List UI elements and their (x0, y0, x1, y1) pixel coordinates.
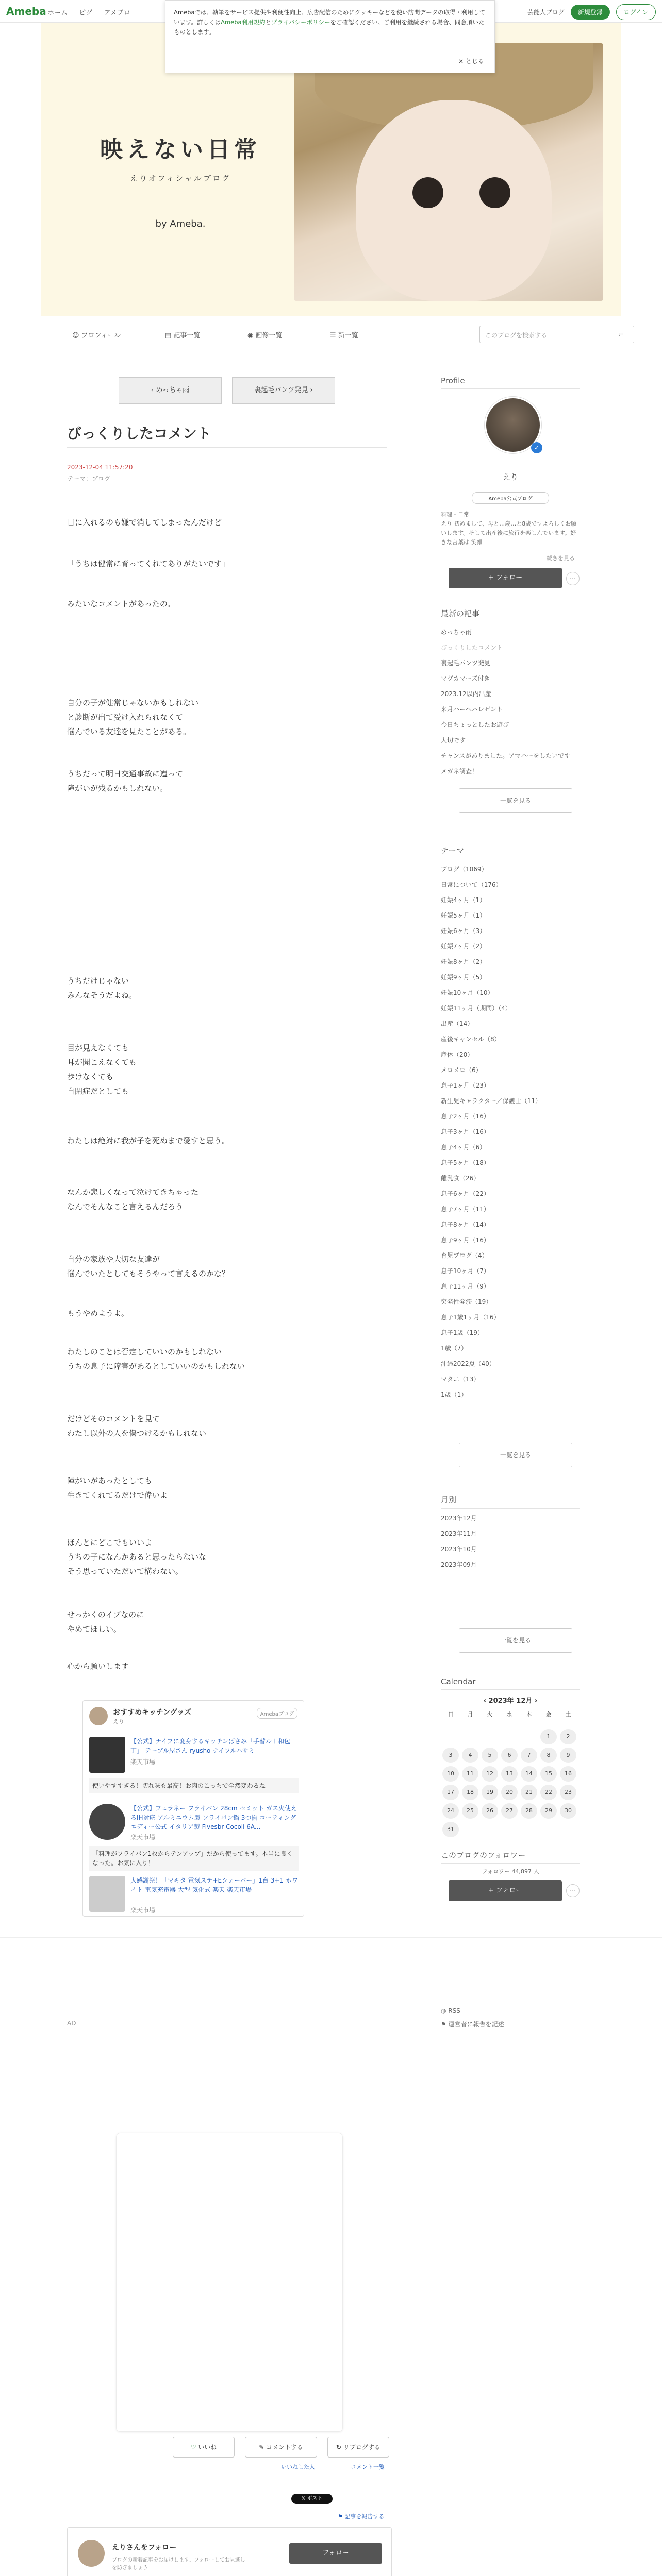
avatar[interactable] (78, 2540, 105, 2567)
recent-list-button[interactable]: 一覧を見る (459, 788, 572, 813)
calendar-day (482, 1721, 498, 1737)
product-image (89, 1804, 125, 1840)
avatar (89, 1707, 108, 1725)
person-icon: ☺ (72, 332, 81, 340)
calendar-day[interactable]: 12 (482, 1766, 498, 1782)
global-nav (47, 7, 140, 17)
auth-area (527, 4, 656, 20)
theme-item[interactable]: 1歳（1） (441, 1391, 468, 1398)
profile-name[interactable]: えり (502, 472, 518, 482)
follower-heading: このブログのフォロワー (441, 1850, 580, 1864)
subnav-profile-label: プロフィール (81, 332, 121, 340)
embed-user: えり (113, 1718, 124, 1725)
follow-card-button[interactable]: フォロー (289, 2543, 382, 2564)
theme-item[interactable]: 突発性発疹（19） (441, 1298, 492, 1306)
subnav-images-label: 画像一覧 (255, 332, 283, 340)
reblog-button[interactable] (327, 2437, 389, 2458)
x-post-button[interactable] (291, 2494, 333, 2504)
terms-link[interactable]: Ameba利用規約 (221, 19, 266, 26)
recent-item[interactable]: 来月ハーヘパレゼント (441, 706, 503, 713)
prev-article-button[interactable] (119, 377, 222, 404)
subnav-articles-label: 記事一覧 (173, 332, 201, 340)
month-item[interactable]: 2023年09月 (441, 1561, 477, 1568)
follow-button-bottom[interactable]: + フォロー (449, 1880, 562, 1901)
official-badge: Ameba公式ブログ (472, 492, 549, 504)
calendar-day[interactable]: 4 (462, 1748, 478, 1763)
article-paragraph: 心から願いします (67, 1662, 129, 1671)
article-paragraph: なんか悲しくなって泣けてきちゃった なんでそんなこと言えるんだろう (67, 1188, 199, 1211)
product-comment: 「料理がフライパン1枚からテンアップ」だから使ってます。本当に良くなった。お気に入り！ (89, 1846, 299, 1871)
theme-item[interactable]: 息子8ヶ月（14） (441, 1221, 490, 1228)
calendar-day[interactable]: 27 (501, 1803, 518, 1819)
report-article-label: 記事を報告する (344, 2513, 385, 2520)
register-button[interactable]: 新規登録 (571, 5, 610, 20)
product-comment: 使いやすすぎる！切れ味も最高！お肉のこっちで全然変わるね (89, 1778, 299, 1793)
theme-item[interactable]: 出産（14） (441, 1020, 474, 1027)
speech-bubble-icon: ✎ (259, 2444, 267, 2451)
reblog-icon: ↻ (336, 2444, 343, 2451)
login-button[interactable]: ログイン (616, 4, 656, 20)
theme-item[interactable]: 息子5ヶ月（18） (441, 1159, 490, 1166)
chevron-right-icon: › (308, 386, 313, 394)
theme-item[interactable]: 離乳食（26） (441, 1175, 480, 1182)
celebrity-blog-link[interactable]: 芸能人ブログ (527, 9, 565, 16)
article-title[interactable]: びっくりしたコメント (67, 425, 212, 442)
x-post-label: ポスト (307, 2496, 323, 2501)
month-item[interactable]: 2023年12月 (441, 1515, 477, 1522)
comment-list-link[interactable]: コメント一覧 (351, 2464, 385, 2470)
cookie-consent-banner (165, 0, 495, 73)
next-article-label: 裏起毛パンツ発見 (254, 386, 308, 394)
calendar-weekday: 木 (526, 1711, 532, 1718)
calendar-day[interactable]: 28 (521, 1803, 537, 1819)
article-paragraph: うちだけじゃない みんなそうだよね。 (67, 976, 137, 1000)
calendar-day[interactable]: 21 (521, 1785, 537, 1800)
theme-item[interactable]: 育児ブログ（4） (441, 1252, 488, 1259)
report-label: 運営者に報告を記述 (448, 2021, 504, 2028)
prev-article-label: めっちゃ雨 (156, 386, 190, 394)
nav-pigg[interactable]: ピグ (79, 9, 93, 17)
calendar-day[interactable]: 26 (482, 1803, 498, 1819)
calendar-day[interactable]: 18 (462, 1785, 478, 1800)
subnav-profile[interactable] (72, 330, 121, 340)
theme-item[interactable]: 息子11ヶ月（9） (441, 1283, 490, 1290)
profile-more-link[interactable]: 続きを見る (547, 555, 575, 562)
follower-count: フォロワー 44,897 人 (482, 1868, 539, 1875)
recent-item[interactable]: 裏起毛パンツ発見 (441, 659, 491, 667)
calendar-day[interactable]: 31 (442, 1822, 459, 1837)
chevron-right-icon[interactable]: › (532, 1697, 538, 1705)
month-item[interactable]: 2023年10月 (441, 1546, 477, 1553)
list-icon: ☰ (330, 332, 338, 340)
month-heading: 月別 (441, 1494, 580, 1509)
subnav-news-label: 新一覧 (338, 332, 358, 340)
article-paragraph: みたいなコメントがあったの。 (67, 599, 175, 608)
calendar-day[interactable]: 16 (560, 1766, 576, 1782)
product-title[interactable]: 【公式】ナイフに変身するキッチンばさみ「手替ル＋和包丁」 テーブル屋さん ryusho ナイフルハサミ (130, 1738, 290, 1754)
theme-item[interactable]: メロメロ（6） (441, 1066, 482, 1074)
chevron-left-icon: ‹ (151, 386, 156, 394)
theme-item[interactable]: 妊娠6ヶ月（3） (441, 927, 486, 935)
calendar-grid (441, 1708, 580, 1839)
calendar-weekday: 火 (487, 1711, 493, 1718)
embedded-room-card[interactable] (82, 1700, 304, 1917)
calendar-heading: Calendar (441, 1677, 580, 1690)
calendar-day[interactable]: 30 (560, 1803, 576, 1819)
ameba-logo[interactable]: Ameba (6, 5, 46, 18)
product-shop: 楽天市場 (130, 1834, 156, 1841)
theme-item[interactable]: 産後キャンセル（8） (441, 1036, 501, 1043)
nav-home[interactable]: ホーム (47, 9, 68, 17)
consent-close-button[interactable] (458, 57, 484, 66)
article-paragraph: わたしは絶対に我が子を死ぬまで愛すと思う。 (67, 1136, 230, 1145)
calendar-day[interactable]: 25 (462, 1803, 478, 1819)
calendar-weekday: 水 (506, 1711, 512, 1718)
consent-close-label: とじる (465, 58, 484, 65)
recent-item[interactable]: びっくりしたコメント (441, 644, 503, 651)
calendar-month-label: 2023年 12月 (488, 1697, 533, 1705)
theme-item[interactable]: ブログ（1069） (441, 866, 488, 873)
theme-item[interactable]: 息子9ヶ月（16） (441, 1236, 490, 1244)
calendar-day[interactable]: 19 (482, 1785, 498, 1800)
close-icon: × (458, 58, 466, 65)
article-paragraph: 自分の家族や大切な友達が 悩んでいたとしてもそうやって言えるのかな？ (67, 1255, 230, 1278)
blog-title[interactable]: 映えない日常 (100, 137, 261, 163)
theme-item[interactable]: 妊娠8ヶ月（2） (441, 958, 486, 965)
article-paragraph: 目が見えなくても 耳が聞こえなくても 歩けなくても 自閉症だとしても (67, 1043, 137, 1096)
calendar-day[interactable]: 8 (540, 1748, 557, 1763)
blog-search-input[interactable]: このブログを検索する (479, 326, 634, 343)
follow-card (67, 2527, 392, 2576)
theme-item[interactable]: 息子10ヶ月（7） (441, 1267, 490, 1275)
privacy-link[interactable]: プライバシーポリシー (271, 19, 330, 26)
calendar-day[interactable]: 1 (540, 1729, 557, 1744)
product-title[interactable]: 【公式】フェラネー フライパン 28cm セミット ガス火使えるIH対応 アルミニウム製 フライパン鍋 3つ揃 コーティング エディー公式 イタリア製 Fivesbr Cocoli 6A... (130, 1805, 297, 1831)
calendar-day[interactable]: 22 (540, 1785, 557, 1800)
report-link[interactable] (441, 2020, 504, 2028)
chevron-left-icon[interactable]: ‹ (483, 1697, 489, 1705)
calendar-day (442, 1721, 459, 1737)
consent-text-2: をご確認ください。ご利用を継続される場合、同意頂いたものとします。 (174, 19, 485, 36)
flag-icon: ⚑ (441, 2021, 449, 2028)
calendar-day[interactable]: 11 (462, 1766, 478, 1782)
theme-item[interactable]: 息子2ヶ月（16） (441, 1113, 490, 1120)
profile-description: 料理・日常 えり 初めまして、母と…歳…と8歳ですよろしくお願いします。そして出産後に旅行を楽しんでいます。好きな言葉は 笑顔 (441, 511, 577, 546)
theme-item[interactable]: 妊娠11ヶ月（期間）（4） (441, 1005, 511, 1012)
subnav-images[interactable] (247, 330, 283, 340)
calendar-day[interactable]: 6 (501, 1748, 518, 1763)
month-list (441, 1511, 580, 1572)
theme-item[interactable]: 妊娠4ヶ月（1） (441, 896, 486, 904)
more-options-icon[interactable]: ⋯ (566, 572, 580, 585)
calendar-day[interactable]: 24 (442, 1803, 459, 1819)
face-shape (356, 100, 552, 301)
calendar-day[interactable]: 7 (521, 1748, 537, 1763)
header-photo (294, 43, 603, 301)
calendar-weekday: 金 (545, 1711, 552, 1718)
theme-item[interactable]: 沖縄2022夏（40） (441, 1360, 495, 1367)
subnav-articles[interactable] (165, 330, 200, 340)
follow-card-title: えりさんをフォロー (112, 2544, 177, 2552)
consent-text: Amebaでは、執筆をサービス提供や利便性向上、広告配信のためにクッキーなどを使い訪問データの取得・利用しています。詳しくは (174, 9, 485, 26)
subnav-news[interactable] (330, 330, 358, 340)
calendar-day[interactable]: 17 (442, 1785, 459, 1800)
like-button[interactable] (173, 2437, 235, 2458)
calendar-weekday: 土 (565, 1711, 571, 1718)
product-image (89, 1737, 125, 1773)
article-paragraph: わたしのことは否定していいのかもしれない うちの息子に障害があるとしていいのかもしれない (67, 1347, 245, 1371)
theme-item[interactable]: 妊娠10ヶ月（10） (441, 989, 494, 996)
profile-heading: Profile (441, 376, 580, 389)
by-ameba-label: by Ameba. (155, 218, 206, 229)
calendar-day[interactable]: 23 (560, 1785, 576, 1800)
theme-list-button[interactable]: 一覧を見る (459, 1443, 572, 1467)
theme-item[interactable]: 息子3ヶ月（16） (441, 1128, 490, 1136)
embed-title: おすすめキッチングッズ (113, 1708, 192, 1717)
recent-item[interactable]: 2023.12以内出産 (441, 690, 491, 698)
calendar-day (462, 1721, 478, 1737)
like-list-link[interactable]: いいねした人 (281, 2464, 315, 2470)
rss-link[interactable] (441, 2007, 460, 2014)
calendar-day[interactable]: 13 (501, 1766, 518, 1782)
calendar-day[interactable]: 5 (482, 1748, 498, 1763)
search-icon[interactable]: ⌕ (619, 329, 623, 338)
reblog-label: リブログする (343, 2444, 380, 2451)
ad-slot[interactable] (116, 2133, 343, 2432)
comment-button[interactable] (245, 2437, 317, 2458)
article-paragraph: 目に入れるのも嫌で消してしまったんだけど (67, 518, 222, 527)
x-icon: 𝕏 (301, 2496, 307, 2501)
month-list-button[interactable]: 一覧を見る (459, 1628, 572, 1653)
verified-icon: ✓ (531, 442, 542, 453)
calendar-day (521, 1721, 537, 1737)
calendar-day[interactable]: 2 (560, 1729, 576, 1744)
article-date: 2023-12-04 11:57:20 (67, 464, 133, 471)
article-paragraph: せっかくのイブなのに やめてほしい。 (67, 1610, 144, 1634)
more-options-icon[interactable]: ⋯ (566, 1884, 580, 1897)
theme-item[interactable]: マタニ（13） (441, 1376, 480, 1383)
product-shop: 楽天市場 (130, 1758, 156, 1766)
blog-subtitle: えりオフィシャルブログ (98, 166, 263, 183)
recent-list (441, 624, 580, 779)
theme-item[interactable]: 息子1歳1ヶ月（16） (441, 1314, 500, 1321)
blog-subnav (41, 316, 621, 352)
article-theme[interactable]: テーマ：ブログ (67, 475, 111, 482)
theme-item[interactable]: 息子1歳（19） (441, 1329, 484, 1336)
embed-badge: Amebaブログ (257, 1708, 297, 1719)
article-paragraph: 障がいがあったとしても 生きてくれてるだけで偉いよ (67, 1476, 168, 1500)
calendar-day[interactable]: 15 (540, 1766, 557, 1782)
theme-item[interactable]: 息子7ヶ月（11） (441, 1206, 490, 1213)
follow-button[interactable]: + フォロー (449, 568, 562, 588)
article-paragraph: ほんとにどこでもいいよ うちの子になんかあると思ったらないな そう思っていただいて構わない。 (67, 1538, 207, 1576)
ad-label: AD (67, 2020, 76, 2027)
theme-heading: テーマ (441, 845, 580, 859)
theme-item[interactable]: 妊娠9ヶ月（5） (441, 974, 486, 981)
calendar-day[interactable]: 9 (560, 1748, 576, 1763)
product-image (89, 1876, 125, 1912)
calendar-day[interactable]: 10 (442, 1766, 459, 1782)
recent-heading: 最新の記事 (441, 608, 580, 622)
rss-label: RSS (448, 2007, 460, 2014)
section-divider (0, 1937, 662, 1938)
article-paragraph: 「うちは健常に育ってくれてありがたいです」 (67, 559, 230, 568)
title-divider (67, 447, 387, 448)
calendar-day[interactable]: 20 (501, 1785, 518, 1800)
recent-item[interactable]: めっちゃ雨 (441, 629, 472, 636)
month-item[interactable]: 2023年11月 (441, 1530, 477, 1537)
product-shop: 楽天市場 (130, 1907, 156, 1914)
flag-icon: ⚑ (338, 2513, 345, 2520)
report-article-link[interactable] (338, 2512, 384, 2520)
calendar-weekday: 日 (448, 1711, 454, 1718)
recent-item[interactable]: マグカマーズ付き (441, 675, 490, 682)
product-title[interactable]: 大感謝祭！「マキタ 電気ステ+Eシェーバー」1台 3+1 ホワイト 電気充電器 大型 気化式 楽天 楽天市場 (130, 1877, 298, 1893)
article-paragraph: 自分の子が健常じゃないかもしれない と診断が出て受け入れられなくて 悩んでいる友達を見たことがある。 (67, 698, 199, 736)
theme-item[interactable]: 息子1ヶ月（23） (441, 1082, 490, 1089)
follow-card-desc: ブログの新着記事をお届けします。フォローしてお見逃しを防ぎましょう (112, 2557, 245, 2571)
comment-label: コメントする (266, 2444, 303, 2451)
article-paragraph: だけどそのコメントを見て わたし以外の人を傷つけるかもしれない (67, 1414, 207, 1438)
theme-item[interactable]: 産休（20） (441, 1051, 474, 1058)
theme-item[interactable]: 息子4ヶ月（6） (441, 1144, 486, 1151)
consent-and: と (265, 19, 272, 26)
article-paragraph: うちだって明日交通事故に遭って 障がいが残るかもしれない。 (67, 769, 184, 793)
theme-item[interactable]: 息子6ヶ月（22） (441, 1190, 490, 1197)
theme-list (441, 861, 580, 1402)
recent-item[interactable]: メガネ調査！ (441, 768, 478, 775)
document-icon: ▤ (165, 332, 174, 340)
recent-item[interactable]: 今日ちょっとしたお遊び (441, 721, 509, 728)
calendar-day (501, 1721, 518, 1737)
eye-left (412, 177, 443, 208)
calendar-day[interactable]: 3 (442, 1748, 459, 1763)
next-article-button[interactable] (232, 377, 335, 404)
recent-item[interactable]: 大切です (441, 737, 466, 744)
rss-icon: ◍ (441, 2007, 449, 2014)
theme-item[interactable]: 新生児キャラクター／保護士（11） (441, 1097, 542, 1105)
theme-item[interactable]: 日常について（176） (441, 881, 502, 888)
article-paragraph: もうやめようよ。 (67, 1309, 129, 1318)
recent-item[interactable]: チャンスがありました。アマハーをしたいです (441, 752, 571, 759)
eye-right (479, 177, 510, 208)
like-label: いいね (198, 2444, 217, 2451)
theme-item[interactable]: 1歳（7） (441, 1345, 468, 1352)
calendar-month (441, 1695, 580, 1705)
calendar-day[interactable]: 29 (540, 1803, 557, 1819)
heart-icon: ♡ (190, 2444, 198, 2451)
calendar-weekday: 月 (467, 1711, 473, 1718)
theme-item[interactable]: 妊娠5ヶ月（1） (441, 912, 486, 919)
calendar-day[interactable]: 14 (521, 1766, 537, 1782)
nav-ameblo[interactable]: アメブロ (104, 9, 130, 17)
camera-icon: ◉ (247, 332, 256, 340)
theme-item[interactable]: 妊娠7ヶ月（2） (441, 943, 486, 950)
